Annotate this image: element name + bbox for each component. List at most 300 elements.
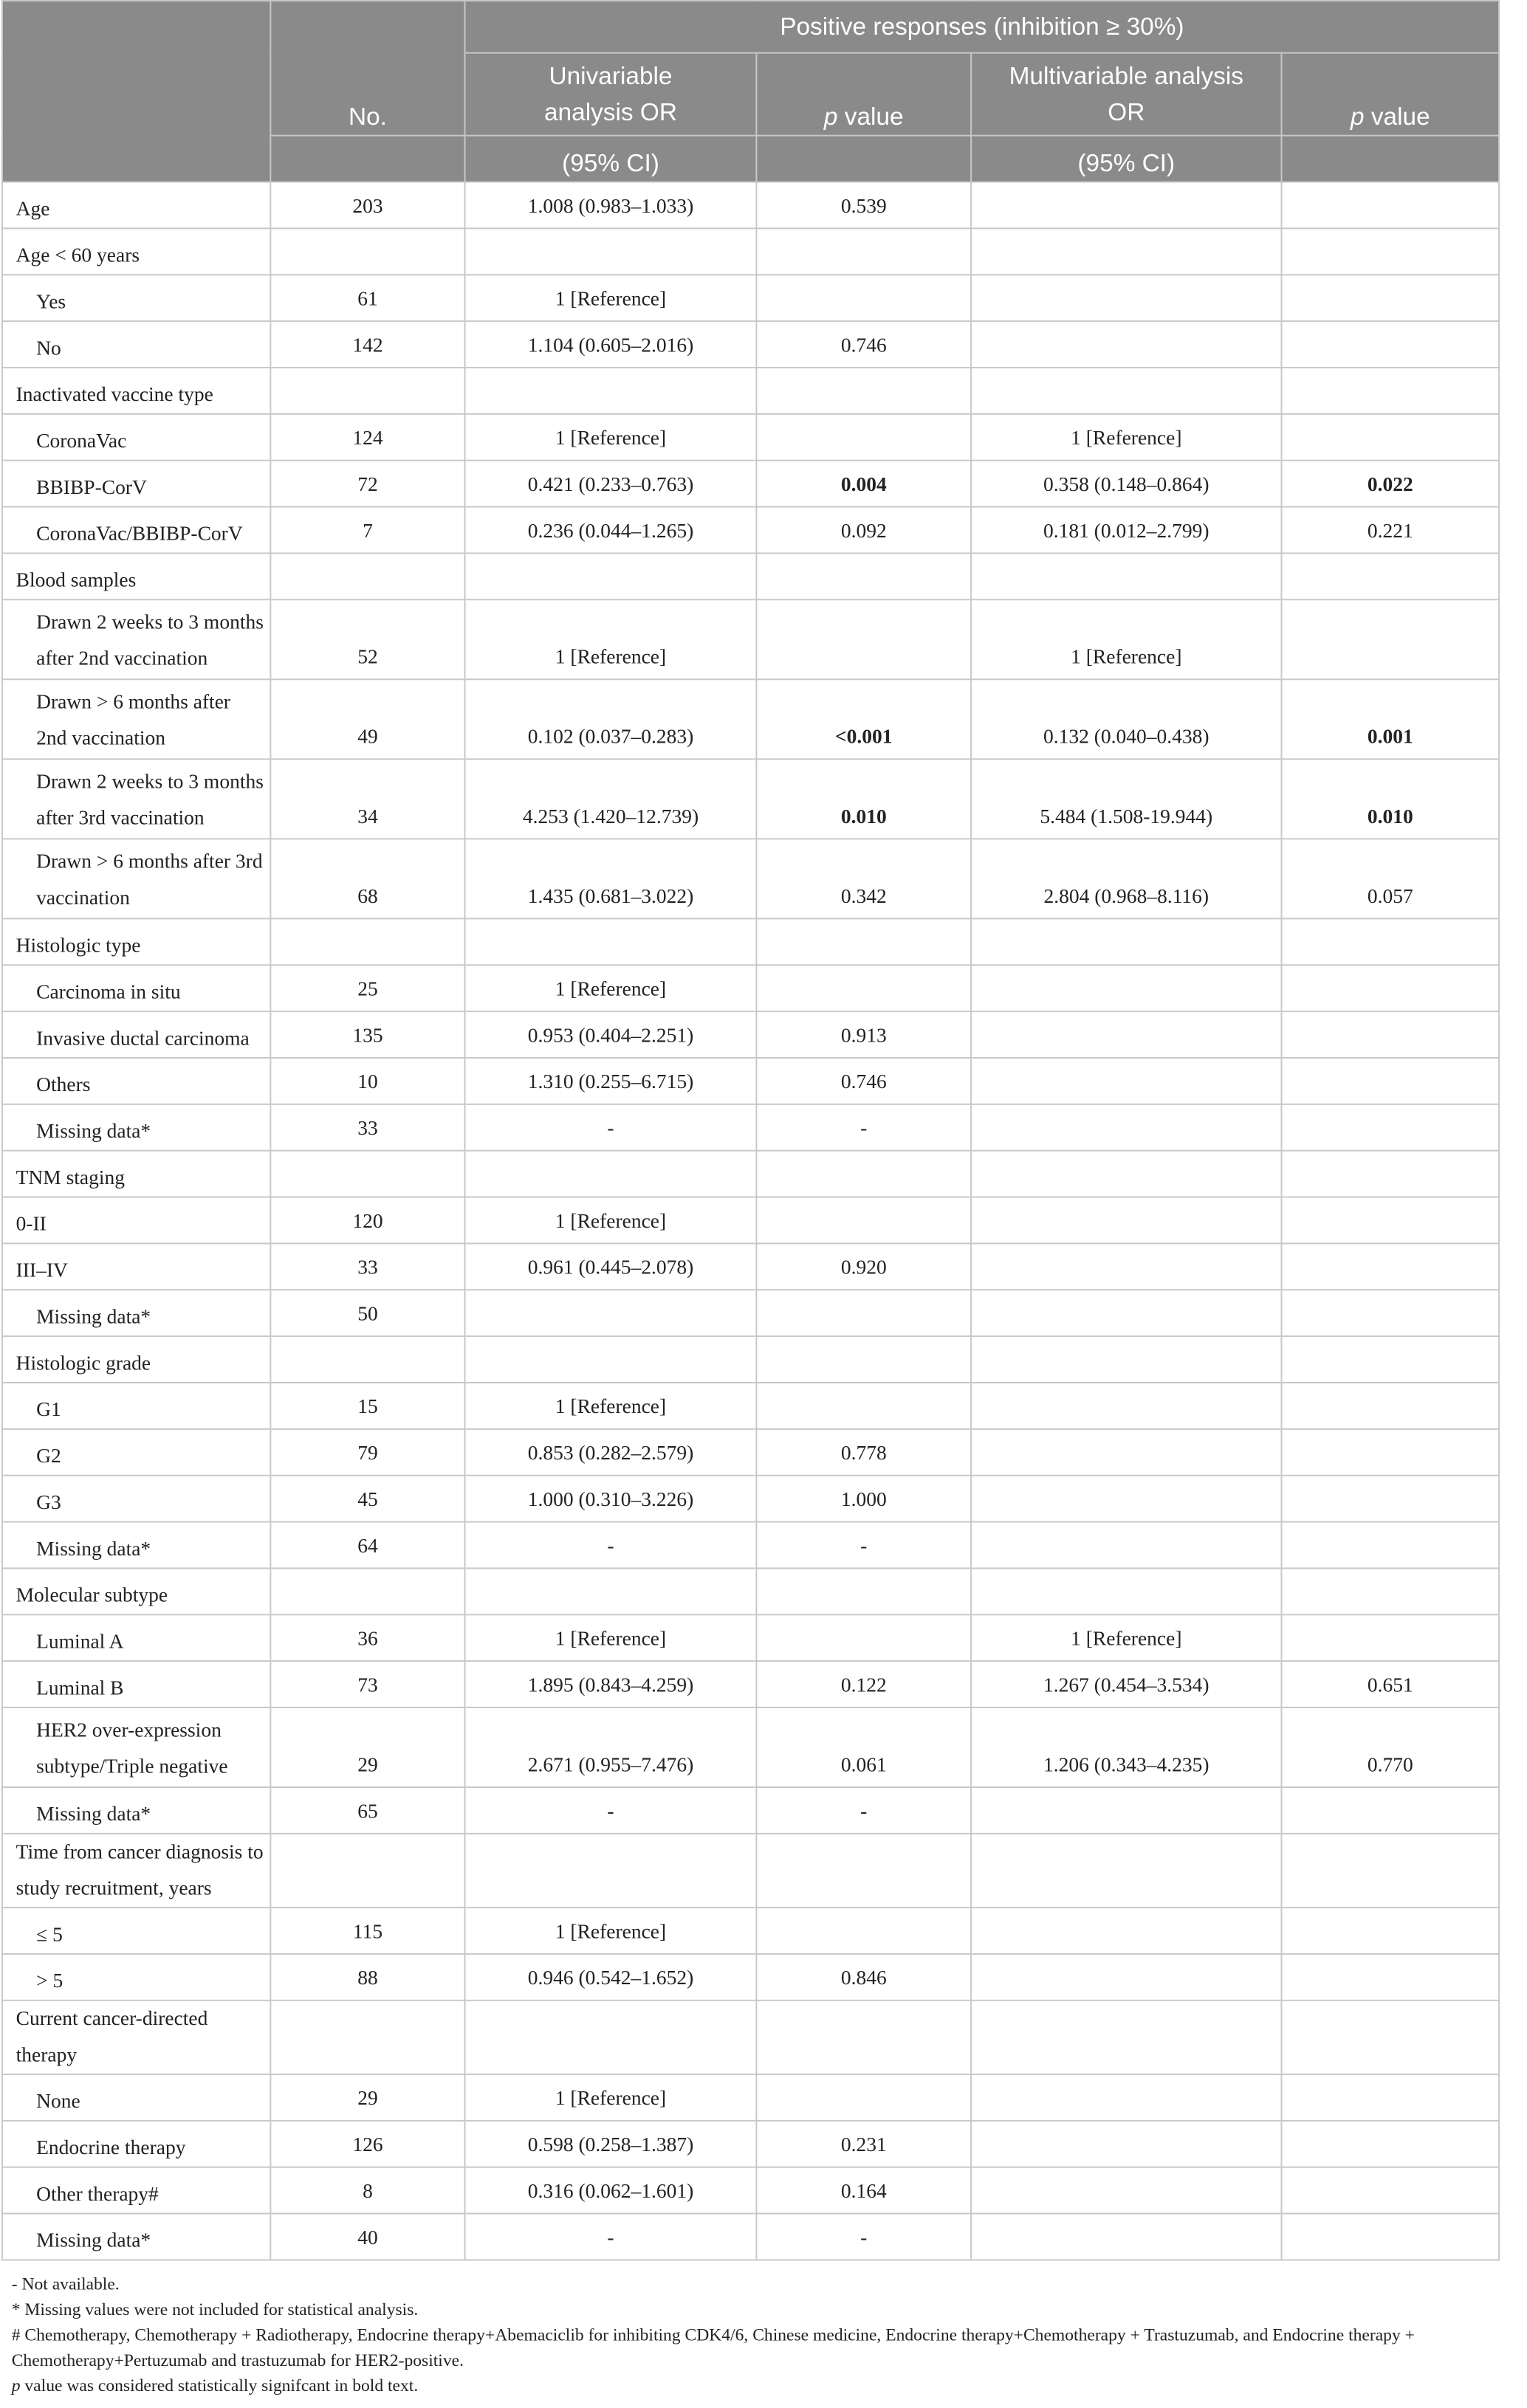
category-row <box>2 2001 1499 2074</box>
cell-n: 203 <box>270 182 464 229</box>
cell-multivariable-p <box>1281 2121 1499 2167</box>
table-row <box>2 1383 1499 1429</box>
cell-univariable-p: 0.092 <box>756 507 971 554</box>
cell-n: 29 <box>270 1707 464 1787</box>
cell-multivariable-or: 1 [Reference] <box>971 414 1281 461</box>
cell-multivariable-p <box>1281 2074 1499 2121</box>
cell-univariable-p: 0.010 <box>756 759 971 839</box>
cell-multivariable-or <box>971 1151 1281 1197</box>
cell-multivariable-p <box>1281 1787 1499 1834</box>
cell-univariable-p: 0.913 <box>756 1011 971 1058</box>
header-no: No. <box>270 1 464 136</box>
cell-n: 10 <box>270 1058 464 1104</box>
cell-univariable-or: 1 [Reference] <box>465 275 757 321</box>
cell-univariable-or: 1.435 (0.681–3.022) <box>465 839 757 918</box>
header-univariable-p-spacer <box>756 136 971 182</box>
cell-multivariable-p <box>1281 414 1499 461</box>
table-row <box>2 1787 1499 1834</box>
cell-univariable-or: 0.953 (0.404–2.251) <box>465 1011 757 1058</box>
cell-univariable-or: 1 [Reference] <box>465 965 757 1011</box>
header-multivariable-p-spacer <box>1281 136 1499 182</box>
cell-multivariable-or <box>971 1429 1281 1476</box>
cell-univariable-p <box>756 1568 971 1614</box>
table-body <box>2 182 1499 2260</box>
cell-multivariable-p <box>1281 321 1499 368</box>
cell-multivariable-or <box>971 2167 1281 2214</box>
table-row <box>2 2214 1499 2260</box>
cell-n <box>270 1336 464 1383</box>
cell-n: 115 <box>270 1908 464 1954</box>
cell-multivariable-or <box>971 1954 1281 2001</box>
cell-univariable-p: 0.004 <box>756 461 971 507</box>
cell-univariable-or: 0.102 (0.037–0.283) <box>465 679 757 759</box>
cell-multivariable-p <box>1281 228 1499 275</box>
cell-univariable-or: 2.671 (0.955–7.476) <box>465 1707 757 1787</box>
cell-multivariable-or <box>971 228 1281 275</box>
cell-univariable-or: 0.421 (0.233–0.763) <box>465 461 757 507</box>
cell-n <box>270 1834 464 1908</box>
cell-univariable-p <box>756 1834 971 1908</box>
cell-multivariable-p <box>1281 2214 1499 2260</box>
cell-multivariable-or <box>971 1104 1281 1151</box>
cell-multivariable-p <box>1281 1476 1499 1522</box>
cell-multivariable-or <box>971 965 1281 1011</box>
cell-n: 36 <box>270 1614 464 1661</box>
cell-n: 65 <box>270 1787 464 1834</box>
cell-n <box>270 918 464 965</box>
row-label: Endocrine therapy <box>2 2121 270 2167</box>
cell-univariable-or: 1.008 (0.983–1.033) <box>465 182 757 229</box>
cell-n: 49 <box>270 679 464 759</box>
cell-univariable-or: 1 [Reference] <box>465 1383 757 1429</box>
cell-univariable-p: 0.231 <box>756 2121 971 2167</box>
cell-n <box>270 553 464 599</box>
category-label: Histologic grade <box>2 1336 270 1383</box>
row-label: Drawn 2 weeks to 3 months after 2nd vaccination <box>2 599 270 679</box>
cell-n: 126 <box>270 2121 464 2167</box>
cell-multivariable-or <box>971 1908 1281 1954</box>
cell-univariable-or: - <box>465 1787 757 1834</box>
table-row <box>2 1476 1499 1522</box>
cell-multivariable-p <box>1281 1290 1499 1336</box>
cell-multivariable-p <box>1281 553 1499 599</box>
row-label: G3 <box>2 1476 270 1522</box>
category-row <box>2 1151 1499 1197</box>
table-row <box>2 461 1499 507</box>
cell-multivariable-or: 1.206 (0.343–4.235) <box>971 1707 1281 1787</box>
cell-univariable-or: 0.946 (0.542–1.652) <box>465 1954 757 2001</box>
footnote-significance-text: value was considered statistically signifcant in bold text. <box>20 2376 419 2396</box>
table-row <box>2 1197 1499 1244</box>
cell-multivariable-p <box>1281 1908 1499 1954</box>
regression-table <box>1 0 1500 2260</box>
cell-n: 68 <box>270 839 464 918</box>
cell-multivariable-p <box>1281 2001 1499 2074</box>
row-label: BBIBP-CorV <box>2 461 270 507</box>
cell-univariable-or <box>465 1834 757 1908</box>
cell-univariable-p <box>756 553 971 599</box>
table-row <box>2 1707 1499 1787</box>
row-label: HER2 over-expression subtype/Triple negative <box>2 1707 270 1787</box>
cell-univariable-or: 1.310 (0.255–6.715) <box>465 1058 757 1104</box>
header-p-rest: value <box>837 103 904 131</box>
footnote-p-italic: p <box>11 2376 21 2396</box>
cell-univariable-or: 1 [Reference] <box>465 1197 757 1244</box>
cell-n: 142 <box>270 321 464 368</box>
cell-multivariable-p <box>1281 368 1499 414</box>
cell-multivariable-or <box>971 918 1281 965</box>
cell-univariable-p <box>756 1383 971 1429</box>
category-row <box>2 368 1499 414</box>
row-label: Missing data* <box>2 1290 270 1336</box>
cell-multivariable-p <box>1281 1151 1499 1197</box>
row-label: Age <box>2 182 270 229</box>
category-label: Time from cancer diagnosis to study recruitment, years <box>2 1834 270 1908</box>
cell-n: 15 <box>270 1383 464 1429</box>
cell-univariable-p: 0.746 <box>756 321 971 368</box>
table-row <box>2 1290 1499 1336</box>
cell-univariable-or <box>465 368 757 414</box>
cell-univariable-p <box>756 228 971 275</box>
cell-multivariable-p <box>1281 2167 1499 2214</box>
cell-multivariable-p <box>1281 1197 1499 1244</box>
table-row <box>2 679 1499 759</box>
cell-multivariable-p <box>1281 965 1499 1011</box>
row-label: > 5 <box>2 1954 270 2001</box>
row-label: Missing data* <box>2 1104 270 1151</box>
cell-univariable-p <box>756 918 971 965</box>
cell-univariable-or <box>465 1290 757 1336</box>
cell-multivariable-p: 0.651 <box>1281 1661 1499 1707</box>
cell-multivariable-p <box>1281 1104 1499 1151</box>
cell-univariable-or <box>465 553 757 599</box>
row-label: Missing data* <box>2 1787 270 1834</box>
footnotes <box>12 2272 1484 2399</box>
cell-n: 61 <box>270 275 464 321</box>
cell-multivariable-p: 0.770 <box>1281 1707 1499 1787</box>
cell-univariable-or: - <box>465 2214 757 2260</box>
cell-univariable-p <box>756 275 971 321</box>
cell-n: 7 <box>270 507 464 554</box>
cell-univariable-p: - <box>756 2214 971 2260</box>
cell-univariable-or <box>465 1151 757 1197</box>
row-label: CoronaVac/BBIBP-CorV <box>2 507 270 554</box>
cell-multivariable-p <box>1281 1568 1499 1614</box>
cell-multivariable-or <box>971 1197 1281 1244</box>
cell-univariable-p: 0.164 <box>756 2167 971 2214</box>
cell-multivariable-or <box>971 1336 1281 1383</box>
cell-univariable-p <box>756 965 971 1011</box>
cell-multivariable-or <box>971 2214 1281 2260</box>
cell-univariable-p: - <box>756 1104 971 1151</box>
cell-univariable-or: 0.316 (0.062–1.601) <box>465 2167 757 2214</box>
header-multivariable-ci: (95% CI) <box>971 136 1281 182</box>
row-label: No <box>2 321 270 368</box>
cell-n: 33 <box>270 1104 464 1151</box>
cell-multivariable-p <box>1281 275 1499 321</box>
header-p-rest: value <box>1364 103 1430 131</box>
cell-univariable-p: 0.539 <box>756 182 971 229</box>
cell-multivariable-or <box>971 1243 1281 1290</box>
cell-multivariable-or: 2.804 (0.968–8.116) <box>971 839 1281 918</box>
cell-multivariable-or <box>971 1522 1281 1569</box>
cell-multivariable-p: 0.057 <box>1281 839 1499 918</box>
cell-univariable-p <box>756 1197 971 1244</box>
cell-univariable-or: 1 [Reference] <box>465 414 757 461</box>
row-label: Others <box>2 1058 270 1104</box>
cell-multivariable-p <box>1281 1058 1499 1104</box>
cell-univariable-p: - <box>756 1522 971 1569</box>
cell-univariable-or: 1 [Reference] <box>465 599 757 679</box>
header-p-italic: p <box>823 103 838 131</box>
cell-univariable-p <box>756 368 971 414</box>
category-row <box>2 1834 1499 1908</box>
category-label: Molecular subtype <box>2 1568 270 1614</box>
cell-n: 40 <box>270 2214 464 2260</box>
category-label: Age < 60 years <box>2 228 270 275</box>
footnote-not-available: - Not available. <box>11 2275 120 2294</box>
table-row <box>2 1522 1499 1569</box>
row-label: None <box>2 2074 270 2121</box>
row-label: Yes <box>2 275 270 321</box>
cell-multivariable-or: 0.181 (0.012–2.799) <box>971 507 1281 554</box>
cell-multivariable-p <box>1281 1383 1499 1429</box>
cell-multivariable-or <box>971 2121 1281 2167</box>
table-row <box>2 965 1499 1011</box>
header-p-italic: p <box>1350 103 1365 131</box>
cell-multivariable-p <box>1281 1429 1499 1476</box>
row-label: ≤ 5 <box>2 1908 270 1954</box>
cell-univariable-or <box>465 1336 757 1383</box>
cell-multivariable-p <box>1281 1522 1499 1569</box>
cell-univariable-p: 0.746 <box>756 1058 971 1104</box>
row-label: Carcinoma in situ <box>2 965 270 1011</box>
header-multivariable-p <box>1281 53 1499 136</box>
cell-multivariable-p <box>1281 1614 1499 1661</box>
table-row <box>2 1661 1499 1707</box>
cell-multivariable-or <box>971 182 1281 229</box>
category-row <box>2 553 1499 599</box>
table-row <box>2 1614 1499 1661</box>
row-label: Missing data* <box>2 1522 270 1569</box>
cell-univariable-or <box>465 2001 757 2074</box>
cell-univariable-p <box>756 1336 971 1383</box>
cell-multivariable-p: 0.010 <box>1281 759 1499 839</box>
table-row <box>2 275 1499 321</box>
cell-multivariable-or <box>971 1834 1281 1908</box>
cell-n: 50 <box>270 1290 464 1336</box>
row-label: Invasive ductal carcinoma <box>2 1011 270 1058</box>
cell-n <box>270 228 464 275</box>
cell-univariable-p: 0.061 <box>756 1707 971 1787</box>
table-row <box>2 1243 1499 1290</box>
table-row <box>2 2121 1499 2167</box>
cell-univariable-or: 1.895 (0.843–4.259) <box>465 1661 757 1707</box>
category-row <box>2 918 1499 965</box>
cell-n: 88 <box>270 1954 464 2001</box>
cell-multivariable-or <box>971 275 1281 321</box>
row-label: Drawn 2 weeks to 3 months after 3rd vaccination <box>2 759 270 839</box>
row-label: G1 <box>2 1383 270 1429</box>
header-multivariable-or: Multivariable analysis OR <box>971 53 1281 136</box>
table-header <box>2 1 1499 182</box>
cell-multivariable-p <box>1281 1336 1499 1383</box>
cell-n <box>270 368 464 414</box>
table-row <box>2 2167 1499 2214</box>
row-label: Luminal B <box>2 1661 270 1707</box>
cell-univariable-or: 1 [Reference] <box>465 1908 757 1954</box>
table-row <box>2 182 1499 229</box>
cell-n: 64 <box>270 1522 464 1569</box>
cell-univariable-p <box>756 2001 971 2074</box>
cell-multivariable-or <box>971 368 1281 414</box>
row-label: Luminal A <box>2 1614 270 1661</box>
footnote-other-therapy: # Chemotherapy, Chemotherapy + Radiotherapy, Endocrine therapy+Abemaciclib for inhibiting CDK4/6, Chinese medicine, Endocrine therapy+Chemotherapy + Trastuzumab, and Endocrine therapy + Chemotherapy+Pertuzumab and trastuzumab for HER2-positive. <box>11 2325 1415 2370</box>
cell-multivariable-or <box>971 321 1281 368</box>
category-label: Inactivated vaccine type <box>2 368 270 414</box>
cell-n <box>270 1568 464 1614</box>
category-row <box>2 1336 1499 1383</box>
cell-univariable-or: 0.598 (0.258–1.387) <box>465 2121 757 2167</box>
cell-multivariable-p <box>1281 1243 1499 1290</box>
footnote-significance <box>12 2374 1484 2399</box>
cell-univariable-or <box>465 228 757 275</box>
cell-multivariable-or <box>971 1058 1281 1104</box>
table-row <box>2 759 1499 839</box>
cell-univariable-p <box>756 2074 971 2121</box>
cell-n <box>270 1151 464 1197</box>
row-label: 0-II <box>2 1197 270 1244</box>
header-group-positive-responses: Positive responses (inhibition ≥ 30%) <box>465 1 1500 53</box>
table-row <box>2 1429 1499 1476</box>
cell-multivariable-p <box>1281 1011 1499 1058</box>
table-row <box>2 1011 1499 1058</box>
category-row <box>2 1568 1499 1614</box>
cell-univariable-p: - <box>756 1787 971 1834</box>
cell-n: 79 <box>270 1429 464 1476</box>
table-row <box>2 507 1499 554</box>
cell-multivariable-p <box>1281 918 1499 965</box>
cell-univariable-p: 1.000 <box>756 1476 971 1522</box>
cell-multivariable-or: 0.358 (0.148–0.864) <box>971 461 1281 507</box>
cell-univariable-or: - <box>465 1522 757 1569</box>
cell-multivariable-or <box>971 1290 1281 1336</box>
category-label: Histologic type <box>2 918 270 965</box>
cell-univariable-or: 0.961 (0.445–2.078) <box>465 1243 757 1290</box>
table-row <box>2 2074 1499 2121</box>
header-univariable-or: Univariable analysis OR <box>465 53 757 136</box>
cell-multivariable-or <box>971 1568 1281 1614</box>
header-blank-cell <box>2 1 270 182</box>
cell-multivariable-p <box>1281 599 1499 679</box>
cell-n: 34 <box>270 759 464 839</box>
cell-n: 25 <box>270 965 464 1011</box>
category-label: TNM staging <box>2 1151 270 1197</box>
cell-multivariable-p: 0.001 <box>1281 679 1499 759</box>
cell-n: 33 <box>270 1243 464 1290</box>
row-label: Missing data* <box>2 2214 270 2260</box>
cell-univariable-or: - <box>465 1104 757 1151</box>
cell-univariable-or: 1.000 (0.310–3.226) <box>465 1476 757 1522</box>
cell-multivariable-or: 1 [Reference] <box>971 1614 1281 1661</box>
cell-univariable-p <box>756 1908 971 1954</box>
cell-univariable-p <box>756 1290 971 1336</box>
cell-n: 124 <box>270 414 464 461</box>
cell-n <box>270 2001 464 2074</box>
cell-multivariable-or: 1.267 (0.454–3.534) <box>971 1661 1281 1707</box>
cell-multivariable-p <box>1281 1954 1499 2001</box>
cell-multivariable-or: 1 [Reference] <box>971 599 1281 679</box>
table-row <box>2 1954 1499 2001</box>
cell-n: 73 <box>270 1661 464 1707</box>
cell-univariable-p <box>756 1151 971 1197</box>
cell-n: 52 <box>270 599 464 679</box>
cell-univariable-p <box>756 599 971 679</box>
cell-multivariable-p: 0.221 <box>1281 507 1499 554</box>
cell-univariable-or: 1 [Reference] <box>465 1614 757 1661</box>
footnote-missing: * Missing values were not included for statistical analysis. <box>11 2300 419 2319</box>
table-row <box>2 1104 1499 1151</box>
cell-univariable-p: <0.001 <box>756 679 971 759</box>
row-label: Drawn > 6 months after 3rd vaccination <box>2 839 270 918</box>
cell-univariable-or: 1 [Reference] <box>465 2074 757 2121</box>
category-label: Blood samples <box>2 553 270 599</box>
cell-univariable-p <box>756 1614 971 1661</box>
cell-univariable-or: 0.853 (0.282–2.579) <box>465 1429 757 1476</box>
header-univariable-p <box>756 53 971 136</box>
cell-n: 8 <box>270 2167 464 2214</box>
cell-multivariable-or <box>971 2001 1281 2074</box>
table-row <box>2 1058 1499 1104</box>
cell-multivariable-or: 5.484 (1.508-19.944) <box>971 759 1281 839</box>
cell-multivariable-or <box>971 2074 1281 2121</box>
cell-multivariable-or <box>971 1383 1281 1429</box>
table-row <box>2 599 1499 679</box>
table-row <box>2 1908 1499 1954</box>
cell-univariable-or: 1.104 (0.605–2.016) <box>465 321 757 368</box>
cell-n: 29 <box>270 2074 464 2121</box>
cell-n: 120 <box>270 1197 464 1244</box>
cell-multivariable-p <box>1281 1834 1499 1908</box>
cell-univariable-or: 4.253 (1.420–12.739) <box>465 759 757 839</box>
cell-univariable-or <box>465 1568 757 1614</box>
header-univariable-ci: (95% CI) <box>465 136 757 182</box>
row-label: III–IV <box>2 1243 270 1290</box>
cell-n: 135 <box>270 1011 464 1058</box>
row-label: Drawn > 6 months after 2nd vaccination <box>2 679 270 759</box>
row-label: G2 <box>2 1429 270 1476</box>
table-row <box>2 839 1499 918</box>
cell-univariable-or <box>465 918 757 965</box>
cell-univariable-p: 0.920 <box>756 1243 971 1290</box>
row-label: Other therapy# <box>2 2167 270 2214</box>
category-label: Current cancer-directed therapy <box>2 2001 270 2074</box>
cell-multivariable-or <box>971 553 1281 599</box>
cell-multivariable-p <box>1281 182 1499 229</box>
cell-multivariable-or: 0.132 (0.040–0.438) <box>971 679 1281 759</box>
table-row <box>2 321 1499 368</box>
cell-multivariable-or <box>971 1787 1281 1834</box>
cell-univariable-p <box>756 414 971 461</box>
cell-multivariable-p: 0.022 <box>1281 461 1499 507</box>
cell-univariable-p: 0.846 <box>756 1954 971 2001</box>
category-row <box>2 228 1499 275</box>
cell-multivariable-or <box>971 1476 1281 1522</box>
cell-n: 72 <box>270 461 464 507</box>
cell-univariable-p: 0.342 <box>756 839 971 918</box>
row-label: CoronaVac <box>2 414 270 461</box>
cell-univariable-p: 0.122 <box>756 1661 971 1707</box>
